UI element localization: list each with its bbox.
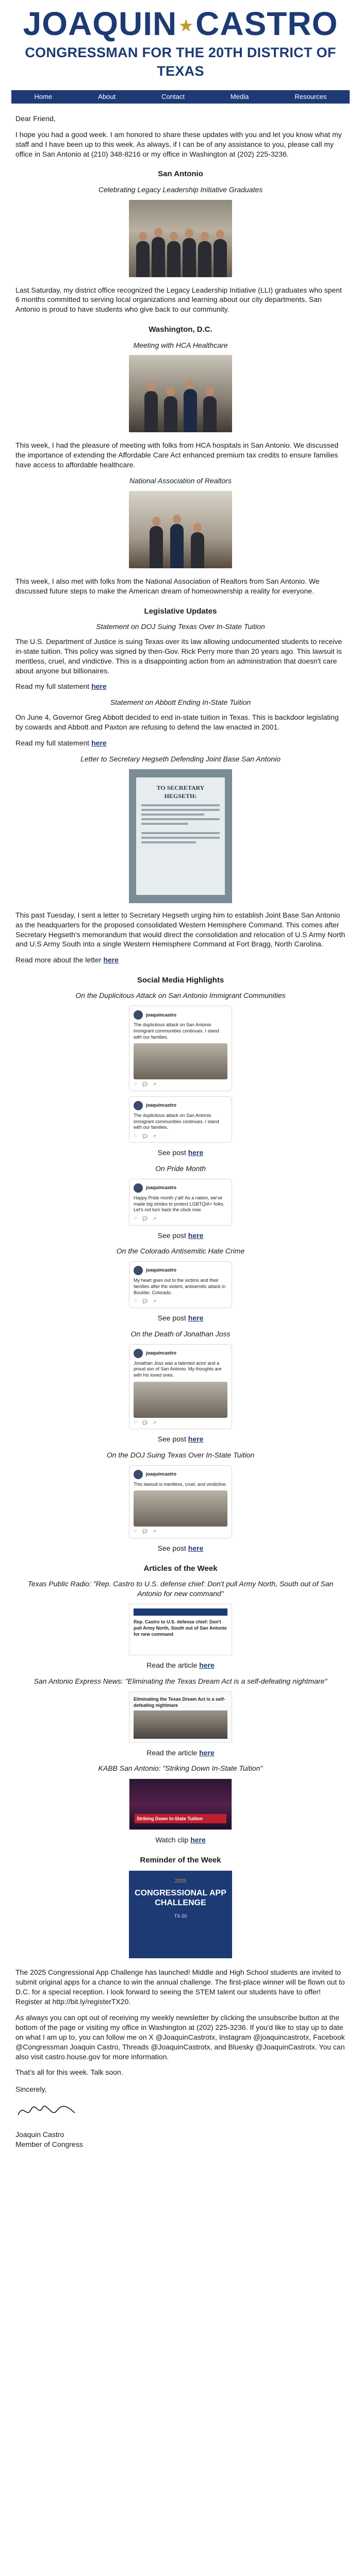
signature-icon [15,2100,77,2121]
realtors-paragraph: This week, I also met with folks from the National Association of Realtors from San Antonio. We discussed future steps to make the American dream of homeownership a reality for everyone. [15,577,320,595]
reminder-paragraph: The 2025 Congressional App Challenge has launched! Middle and High School students are invited to submit original apps for a chance to win the annual challenge. The first-place winner will be flown out to D.C. for a special reception. I look forward to seeing the STEM talent our students have to offer! Register at http://bit.ly/registerTX20. [15,1968,345,2006]
article-thumbnail[interactable] [129,1604,232,1655]
social-post-heading: On the DOJ Suing Texas Over In-State Tuition [106,1450,255,1459]
doj-read-more: Read my full statement here [15,682,107,691]
post-text: My heart goes out to the victims and their families after the violent, antisemitic attack in Boulder, Colorado. [134,1278,226,1295]
see-post-link[interactable]: here [188,1148,204,1157]
post-actions [134,1082,227,1087]
doj-paragraph: The U.S. Department of Justice is suing Texas over its law allowing undocumented students to receive in-state tuition. This policy was signed by then-Gov. Rick Perry more than 20 years ago. This lawsuit is meritless, cruel, and vindictive. This is a disappointing action from an administration that doesn't care about anyone but billionaires. [15,637,342,675]
video-thumbnail[interactable] [129,1778,232,1830]
section-san-antonio-title: San Antonio [158,170,203,179]
article-thumbnail[interactable] [129,1691,232,1743]
lli-graduates-photo [129,200,232,277]
social-post-card [129,1179,232,1225]
san-antonio-subtitle: Celebrating Legacy Leadership Initiative Graduates [98,185,263,194]
hegseth-letter-image [129,769,232,903]
share-icon: ↗ [153,1216,156,1222]
post-actions [134,1529,227,1534]
section-reminder-title: Reminder of the Week [140,1856,221,1865]
section-articles-title: Articles of the Week [143,1564,218,1573]
share-icon: ↗ [153,1133,156,1139]
share-icon: ↗ [153,1529,156,1534]
post-image [134,1490,227,1527]
see-post-1: See post here [157,1231,204,1240]
doj-subtitle: Statement on DOJ Suing Texas Over In-State Tuition [96,622,265,631]
share-icon: ↗ [153,1420,156,1425]
share-icon: ↗ [153,1082,156,1087]
post-actions [134,1216,227,1222]
app-challenge-graphic [129,1871,232,1958]
doj-statement-link[interactable]: here [91,682,107,691]
post-text: The duplicitous attack on San Antonio immigrant communities continues. I stand with our families. [134,1112,219,1130]
sign-off-paragraph: That's all for this week. Talk soon. [15,2068,123,2077]
article-thumb-text: Eliminating the Texas Dream Act is a self-defeating nightmare [134,1696,225,1708]
graphic-year: 2025 [174,1878,187,1885]
social-post-card [129,1261,232,1308]
read-article-1: Read the article here [146,1748,215,1757]
article-heading: Texas Public Radio: "Rep. Castro to U.S. defense chief: Don't pull Army North, South out of San Antonio for new command" [27,1579,334,1598]
post-handle: joaquincastro [146,1350,177,1355]
signature-image [15,2100,346,2124]
see-post-4: See post here [157,1544,204,1552]
post-text: Happy Pride month y'all! As a nation, we've made big strides to protect LGBTQIA+ folks. Let's not turn back the clock now. [134,1195,225,1213]
closing-name: Joaquin Castro [15,2130,64,2139]
nav-home[interactable]: Home [34,93,53,101]
watch-clip: Watch clip here [155,1836,206,1844]
post-image [134,1043,227,1079]
hegseth-subtitle: Letter to Secretary Hegseth Defending Joint Base San Antonio [80,754,281,763]
watch-clip-link[interactable]: here [190,1836,206,1844]
post-text: Jonathan Joss was a talented actor and a proud son of San Antonio. My thoughts are with his loved ones. [134,1360,222,1378]
read-article-0: Read the article here [146,1660,215,1669]
congressman-name [10,7,351,40]
post-actions [134,1299,227,1304]
nav-contact[interactable]: Contact [161,93,185,101]
abbott-subtitle: Statement on Abbott Ending In-State Tuition [110,698,251,707]
hegseth-read-more: Read more about the letter here [15,956,119,964]
social-post-card [129,1465,232,1538]
post-handle: joaquincastro [146,1102,177,1108]
social-post-heading: On the Duplicitous Attack on San Antonio Immigrant Communities [75,991,286,1000]
masthead [0,0,361,84]
see-post-link[interactable]: here [188,1231,204,1240]
read-article-link[interactable]: here [199,1660,215,1669]
see-post-link[interactable]: here [188,1544,204,1552]
realtors-subtitle: National Association of Realtors [129,477,232,485]
social-post-card [129,1006,232,1091]
hca-meeting-photo [129,355,232,432]
san-antonio-paragraph: Last Saturday, my district office recognized the Legacy Leadership Initiative (LLI) graduates who spent 6 months committed to serving local organizations and learning about our city departments. San Antonio is proud to have students who give back to our community. [15,285,342,314]
comment-icon: 💬 [142,1133,148,1139]
avatar [134,1349,143,1358]
article-heading: San Antonio Express News: "Eliminating the Texas Dream Act is a self-defeating nightmare" [34,1676,327,1685]
article-thumb-text: Rep. Castro to U.S. defense chief: Don't pull Army North, South out of San Antonio for new command [134,1619,227,1637]
avatar [134,1470,143,1479]
main-content [0,104,361,2149]
comment-icon: 💬 [142,1082,148,1087]
nav-resources[interactable]: Resources [294,93,327,101]
nav-media[interactable]: Media [230,93,249,101]
like-icon: ♡ [134,1529,138,1534]
share-icon: ↗ [153,1299,156,1304]
video-thumb-text: Striking Down In-State Tuition [135,1814,226,1823]
closing-role: Member of Congress [15,2140,83,2149]
section-washington-title: Washington, D.C. [149,325,212,334]
article-heading: KABB San Antonio: "Striking Down In-State Tuition" [98,1764,263,1773]
comment-icon: 💬 [142,1299,148,1304]
hca-paragraph: This week, I had the pleasure of meeting with folks from HCA hospitals in San Antonio. We discussed the importance of extending the Affordable Care Act enhanced premium tax credits to ensure families have access to affordable healthcare. [15,441,339,469]
section-legislative-title: Legislative Updates [144,606,217,616]
comment-icon: 💬 [142,1529,148,1534]
post-text: This lawsuit is meritless, cruel, and vindictive. [134,1481,227,1487]
abbott-read-more: Read my full statement here [15,739,107,747]
read-article-link[interactable]: here [199,1748,215,1757]
nav-about[interactable]: About [98,93,116,101]
abbott-paragraph: On June 4, Governor Greg Abbott decided to end in-state tuition in Texas. This is backdoor legislating by cowards and Abbott and Paxton are refusing to defend the law enacted in 2001. [15,713,339,732]
name-last: CASTRO [195,5,338,42]
post-image [134,1382,227,1418]
post-text: The duplicitous attack on San Antonio immigrant communities continues. I stand with our families. [134,1022,219,1040]
see-post-link[interactable]: here [188,1434,204,1443]
social-post-card [129,1344,232,1429]
post-actions [134,1134,227,1139]
like-icon: ♡ [134,1299,138,1304]
hca-subtitle: Meeting with HCA Healthcare [133,341,228,349]
post-handle: joaquincastro [146,1012,177,1018]
realtors-meeting-photo [129,491,232,568]
like-icon: ♡ [134,1133,138,1139]
see-post-3: See post here [157,1434,204,1443]
comment-icon: 💬 [142,1420,148,1425]
abbott-statement-link[interactable]: here [91,739,107,747]
social-post-heading: On the Death of Jonathan Joss [130,1329,231,1338]
like-icon: ♡ [134,1216,138,1222]
post-handle: joaquincastro [146,1185,177,1191]
see-post-0: See post here [157,1148,204,1157]
nav-bar [11,90,350,104]
social-post-heading: On Pride Month [155,1164,206,1173]
graphic-title: CONGRESSIONAL APP CHALLENGE [135,1888,226,1908]
sincerely: Sincerely, [15,2085,47,2094]
hegseth-letter-link[interactable]: here [103,956,119,964]
like-icon: ♡ [134,1082,138,1087]
post-handle: joaquincastro [146,1267,177,1273]
avatar [134,1183,143,1193]
see-post-link[interactable]: here [188,1313,204,1322]
comment-icon: 💬 [142,1216,148,1222]
social-post-heading: On the Colorado Antisemitic Hate Crime [116,1247,245,1256]
like-icon: ♡ [134,1420,138,1425]
avatar [134,1101,143,1110]
hegseth-paragraph: This past Tuesday, I sent a letter to Secretary Hegseth urging him to establish Joint Base San Antonio as the headquarters for the proposed consolidated Western Hemisphere Command. This comes after Secretary Hegseth's memorandum that would direct the consolidation and relocation of U.S Army North and U.S Army South into a single Western Hemisphere Command at Fort Bragg, North Carolina. [15,910,346,948]
intro-paragraph: I hope you had a good week. I am honored to share these updates with you and let you know what my staff and I have been up to this week. As always, if I can be of any assistance to you, please call my office in San Antonio at (210) 348-8216 or my office in Washington at (202) 225-3236. [15,130,342,158]
graphic-district: TX-20 [174,1913,187,1919]
section-social-title: Social Media Highlights [137,976,224,985]
post-actions [134,1420,227,1426]
name-first: JOAQUIN [23,5,177,42]
post-handle: joaquincastro [146,1471,177,1477]
opt-out-paragraph: As always you can opt out of receiving my weekly newsletter by clicking the unsubscribe button at the bottom of the page or visiting my office in Washington at (202) 225-3236. If you'd like to stay up to date on what I am up to, you can follow me on X @JoaquinCastrotx, Instagram @joaquincastrotx, Facebook @Congressman Joaquin Castro, Threads @JoaquinCastrotx, and Bluesky @JoaquinCastrotx. You can also visit castro.house.gov for more information. [15,2013,345,2061]
see-post-2: See post here [157,1313,204,1322]
tagline: CONGRESSMAN FOR THE 20TH DISTRICT OF TEXAS [25,45,336,79]
star-icon: ★ [179,18,194,35]
letter-title: TO SECRETARY HEGSETH: [156,784,205,800]
avatar [134,1266,143,1275]
avatar [134,1010,143,1020]
greeting: Dear Friend, [15,114,56,123]
social-post-card [129,1096,232,1143]
